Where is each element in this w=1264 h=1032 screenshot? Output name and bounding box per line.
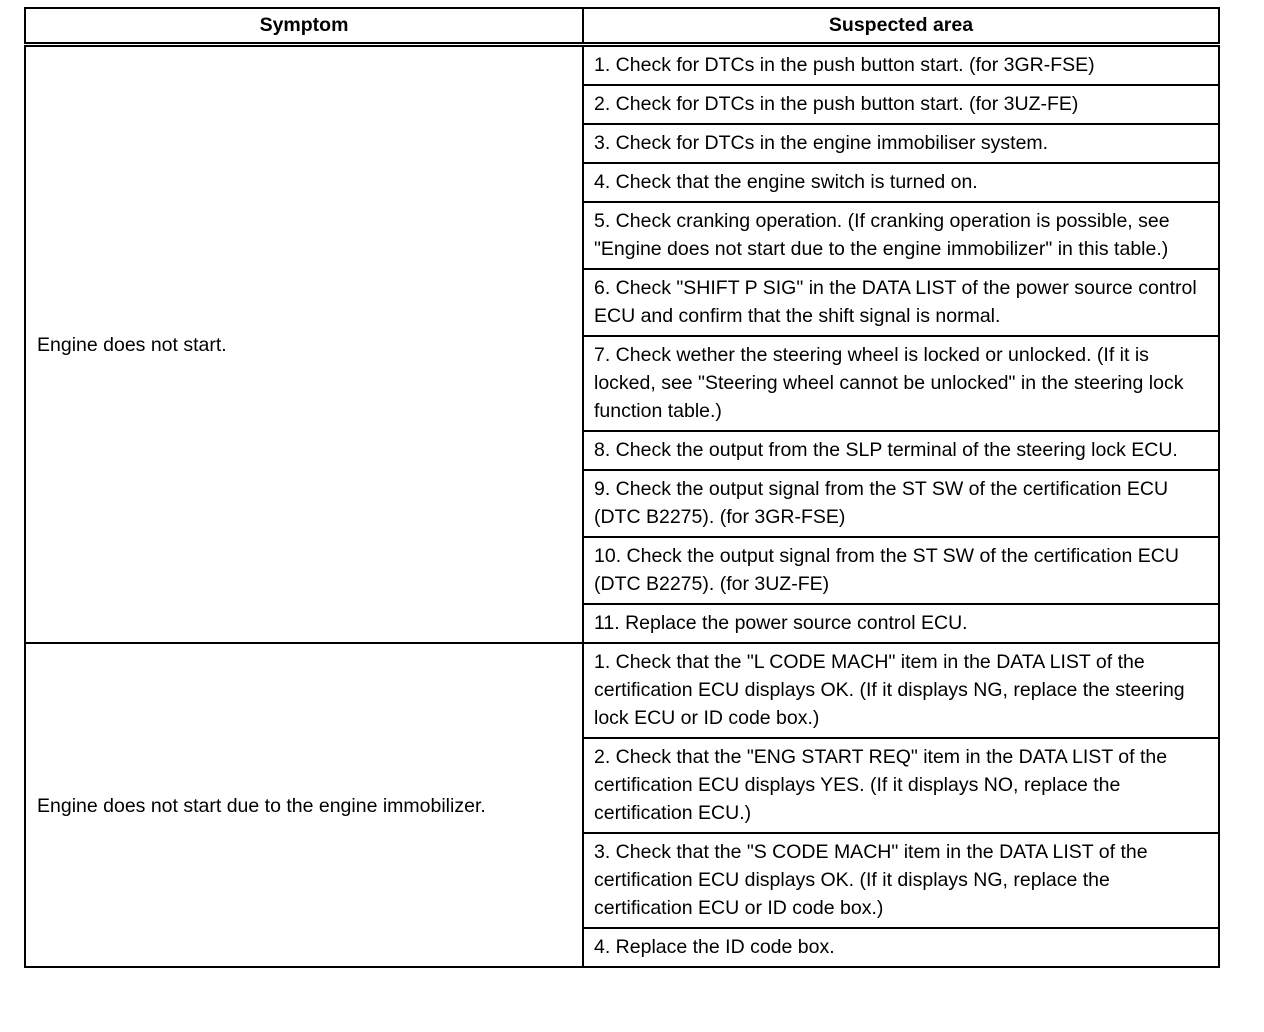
header-row [25, 8, 1219, 45]
troubleshooting-table [24, 7, 1220, 968]
table-body [25, 45, 1219, 968]
symptom-cell: Engine does not start due to the engine immobilizer. [25, 643, 583, 967]
suspected-area-cell: 3. Check for DTCs in the engine immobiliser system. [583, 124, 1219, 163]
suspected-area-cell: 6. Check "SHIFT P SIG" in the DATA LIST of the power source control ECU and confirm that the shift signal is normal. [583, 269, 1219, 336]
suspected-area-cell: 4. Check that the engine switch is turned on. [583, 163, 1219, 202]
table-row [25, 643, 1219, 738]
suspected-area-cell: 10. Check the output signal from the ST SW of the certification ECU (DTC B2275). (for 3UZ-FE) [583, 537, 1219, 604]
table-row [25, 45, 1219, 86]
suspected-area-cell: 2. Check that the "ENG START REQ" item in the DATA LIST of the certification ECU displays YES. (If it displays NO, replace the certification ECU.) [583, 738, 1219, 833]
suspected-area-cell: 8. Check the output from the SLP terminal of the steering lock ECU. [583, 431, 1219, 470]
table-header [25, 8, 1219, 45]
symptom-column-header: Symptom [25, 8, 583, 45]
suspected-area-cell: 9. Check the output signal from the ST SW of the certification ECU (DTC B2275). (for 3GR-FSE) [583, 470, 1219, 537]
symptom-cell: Engine does not start. [25, 45, 583, 644]
suspected-area-column-header: Suspected area [583, 8, 1219, 45]
suspected-area-cell: 5. Check cranking operation. (If cranking operation is possible, see "Engine does not start due to the engine immobilizer" in this table.) [583, 202, 1219, 269]
suspected-area-cell: 1. Check that the "L CODE MACH" item in the DATA LIST of the certification ECU displays OK. (If it displays NG, replace the steering lock ECU or ID code box.) [583, 643, 1219, 738]
suspected-area-cell: 3. Check that the "S CODE MACH" item in the DATA LIST of the certification ECU displays OK. (If it displays NG, replace the certification ECU or ID code box.) [583, 833, 1219, 928]
suspected-area-cell: 4. Replace the ID code box. [583, 928, 1219, 967]
suspected-area-cell: 1. Check for DTCs in the push button start. (for 3GR-FSE) [583, 45, 1219, 86]
suspected-area-cell: 11. Replace the power source control ECU. [583, 604, 1219, 643]
suspected-area-cell: 7. Check wether the steering wheel is locked or unlocked. (If it is locked, see "Steering wheel cannot be unlocked" in the steering lock function table.) [583, 336, 1219, 431]
suspected-area-cell: 2. Check for DTCs in the push button start. (for 3UZ-FE) [583, 85, 1219, 124]
